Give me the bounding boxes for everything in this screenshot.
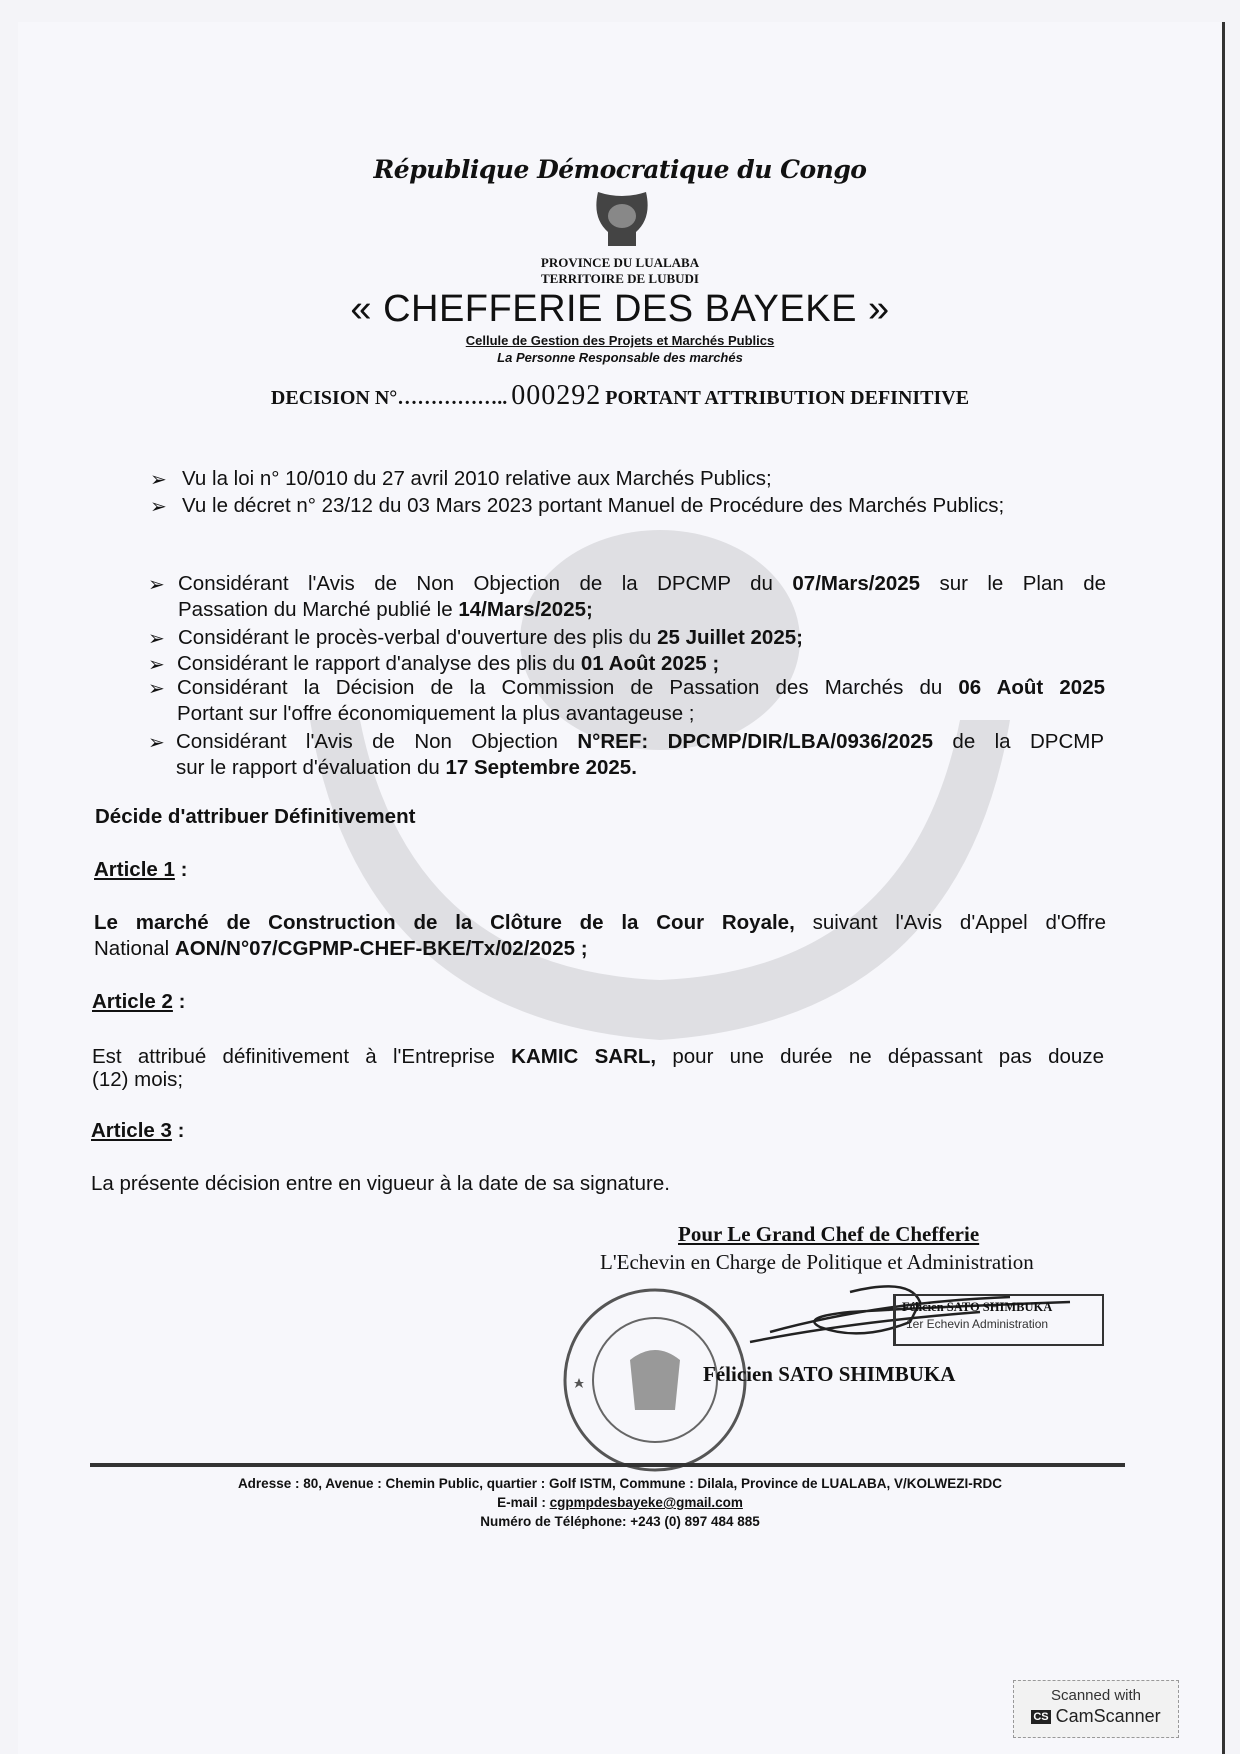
article-text bbox=[92, 1068, 183, 1092]
text-segment: 06 Août 2025 bbox=[958, 676, 1105, 699]
text-segment: AON/N°07/CGPMP-CHEF-BKE/Tx/02/2025 ; bbox=[174, 937, 588, 960]
decision-suffix: PORTANT ATTRIBUTION DEFINITIVE bbox=[605, 387, 970, 409]
footer-address: Adresse : 80, Avenue : Chemin Public, quartier : Golf ISTM, Commune : Dilala, Province de LUALABA, V/KOLWEZI-RDC bbox=[237, 1476, 1003, 1491]
decision-heading bbox=[0, 380, 1240, 412]
camscanner-logo-icon: CS bbox=[1033, 1711, 1049, 1723]
bullet-arrow-icon: ➢ bbox=[148, 574, 165, 596]
email-link[interactable]: cgpmpdesbayeke@gmail.com bbox=[549, 1495, 743, 1510]
text-segment: Considérant le rapport d'analyse des plis du bbox=[177, 652, 581, 675]
considerant-item bbox=[178, 598, 593, 622]
text-segment: Considérant la Décision de la Commission de Passation des Marchés du bbox=[177, 676, 959, 699]
article-text bbox=[91, 1172, 670, 1196]
text-segment: 07/Mars/2025 bbox=[792, 572, 921, 595]
article-text bbox=[92, 1045, 1104, 1069]
text-segment: sur le rapport d'évaluation du bbox=[176, 756, 446, 779]
article-heading bbox=[91, 1119, 184, 1143]
text-segment: 01 Août 2025 ; bbox=[580, 652, 720, 675]
bullet-arrow-icon: ➢ bbox=[148, 678, 165, 700]
responsable-subtitle: La Personne Responsable des marchés bbox=[497, 350, 743, 365]
text-segment: N°REF: DPCMP/DIR/LBA/0936/2025 bbox=[577, 730, 934, 753]
bullet-arrow-icon: ➢ bbox=[150, 469, 167, 491]
article-heading bbox=[94, 858, 187, 882]
text-segment: (12) mois; bbox=[92, 1068, 184, 1091]
page-title: « CHEFFERIE DES BAYEKE » bbox=[350, 288, 890, 330]
scanned-with-label: Scanned with bbox=[1050, 1687, 1142, 1704]
vu-item bbox=[182, 467, 772, 491]
signature-role: L'Echevin en Charge de Politique et Administration bbox=[600, 1250, 1034, 1274]
considerant-item bbox=[177, 702, 695, 726]
email-label: E-mail : bbox=[497, 1495, 550, 1510]
decision-prefix: DECISION N°…………….. bbox=[270, 387, 508, 409]
seal-star-icon bbox=[574, 1378, 584, 1388]
article-text bbox=[94, 937, 588, 961]
camscanner-label: CamScanner bbox=[1055, 1706, 1161, 1726]
text-segment: Considérant l'Avis de Non Objection de la DPCMP du bbox=[178, 572, 793, 595]
country-name: République Démocratique du Congo bbox=[373, 155, 867, 184]
considerant-item bbox=[176, 756, 637, 780]
considerant-item bbox=[176, 730, 1104, 754]
bullet-arrow-icon: ➢ bbox=[148, 654, 165, 676]
text-segment: pour une durée ne dépassant pas douze bbox=[656, 1045, 1104, 1068]
text-segment: 25 Juillet 2025; bbox=[657, 626, 803, 649]
decision-number: 000292 bbox=[511, 380, 602, 411]
considerant-item bbox=[177, 652, 719, 676]
text-segment: La présente décision entre en vigueur à la date de sa signature. bbox=[91, 1172, 670, 1195]
vu-item bbox=[182, 494, 1004, 518]
name-stamp bbox=[893, 1294, 1104, 1346]
considerant-item bbox=[177, 676, 1105, 700]
stamp-role: 1er Echevin Administration bbox=[906, 1317, 1049, 1331]
article-title: Article 3 bbox=[91, 1119, 172, 1142]
stamp-name: Félicien SATO SHIMBUKA bbox=[902, 1300, 1053, 1314]
text-segment: Vu la loi n° 10/010 du 27 avril 2010 relative aux Marchés Publics; bbox=[182, 467, 772, 490]
article-colon: : bbox=[171, 1119, 185, 1142]
bullet-arrow-icon: ➢ bbox=[148, 732, 165, 754]
signatory-name: Félicien SATO SHIMBUKA bbox=[703, 1362, 956, 1386]
decide-heading: Décide d'attribuer Définitivement bbox=[95, 805, 416, 828]
leopard-emblem-icon bbox=[592, 188, 652, 250]
text-segment: Considérant le procès-verbal d'ouverture des plis du bbox=[178, 626, 658, 649]
territoire-name: TERRITOIRE DE LUBUDI bbox=[541, 271, 699, 286]
bullet-arrow-icon: ➢ bbox=[150, 496, 167, 518]
text-segment: Est attribué définitivement à l'Entreprise bbox=[92, 1045, 512, 1068]
text-segment: National bbox=[94, 937, 175, 960]
text-segment: Vu le décret n° 23/12 du 03 Mars 2023 portant Manuel de Procédure des Marchés Publics; bbox=[182, 494, 1005, 517]
signature-pour: Pour Le Grand Chef de Chefferie bbox=[678, 1222, 980, 1246]
text-segment: 14/Mars/2025; bbox=[458, 598, 593, 621]
article-text bbox=[94, 911, 1106, 935]
text-segment: Le marché de Construction de la Clôture de la Cour Royale, bbox=[94, 911, 795, 934]
article-title: Article 1 bbox=[94, 858, 175, 881]
text-segment: 17 Septembre 2025. bbox=[445, 756, 637, 779]
bullet-arrow-icon: ➢ bbox=[148, 628, 165, 650]
footer-divider bbox=[90, 1463, 1125, 1467]
text-segment: suivant l'Avis d'Appel d'Offre bbox=[794, 911, 1106, 934]
footer-phone: Numéro de Téléphone: +243 (0) 897 484 885 bbox=[480, 1514, 760, 1529]
text-segment: Portant sur l'offre économiquement la plus avantageuse ; bbox=[177, 702, 695, 725]
article-title: Article 2 bbox=[92, 990, 173, 1013]
considerant-item bbox=[178, 626, 803, 650]
camscanner-badge bbox=[1013, 1680, 1179, 1738]
text-segment: Passation du Marché publié le bbox=[178, 598, 459, 621]
text-segment: KAMIC SARL, bbox=[511, 1045, 657, 1068]
text-segment: de la DPCMP bbox=[933, 730, 1104, 753]
cellule-subtitle: Cellule de Gestion des Projets et Marchés Publics bbox=[465, 333, 775, 348]
province-name: PROVINCE DU LUALABA bbox=[540, 255, 700, 270]
article-colon: : bbox=[174, 858, 188, 881]
text-segment: Considérant l'Avis de Non Objection bbox=[176, 730, 578, 753]
considerant-item bbox=[178, 572, 1106, 596]
footer-email bbox=[0, 1495, 1240, 1510]
text-segment: sur le Plan de bbox=[920, 572, 1106, 595]
article-colon: : bbox=[172, 990, 186, 1013]
article-heading bbox=[92, 990, 185, 1014]
